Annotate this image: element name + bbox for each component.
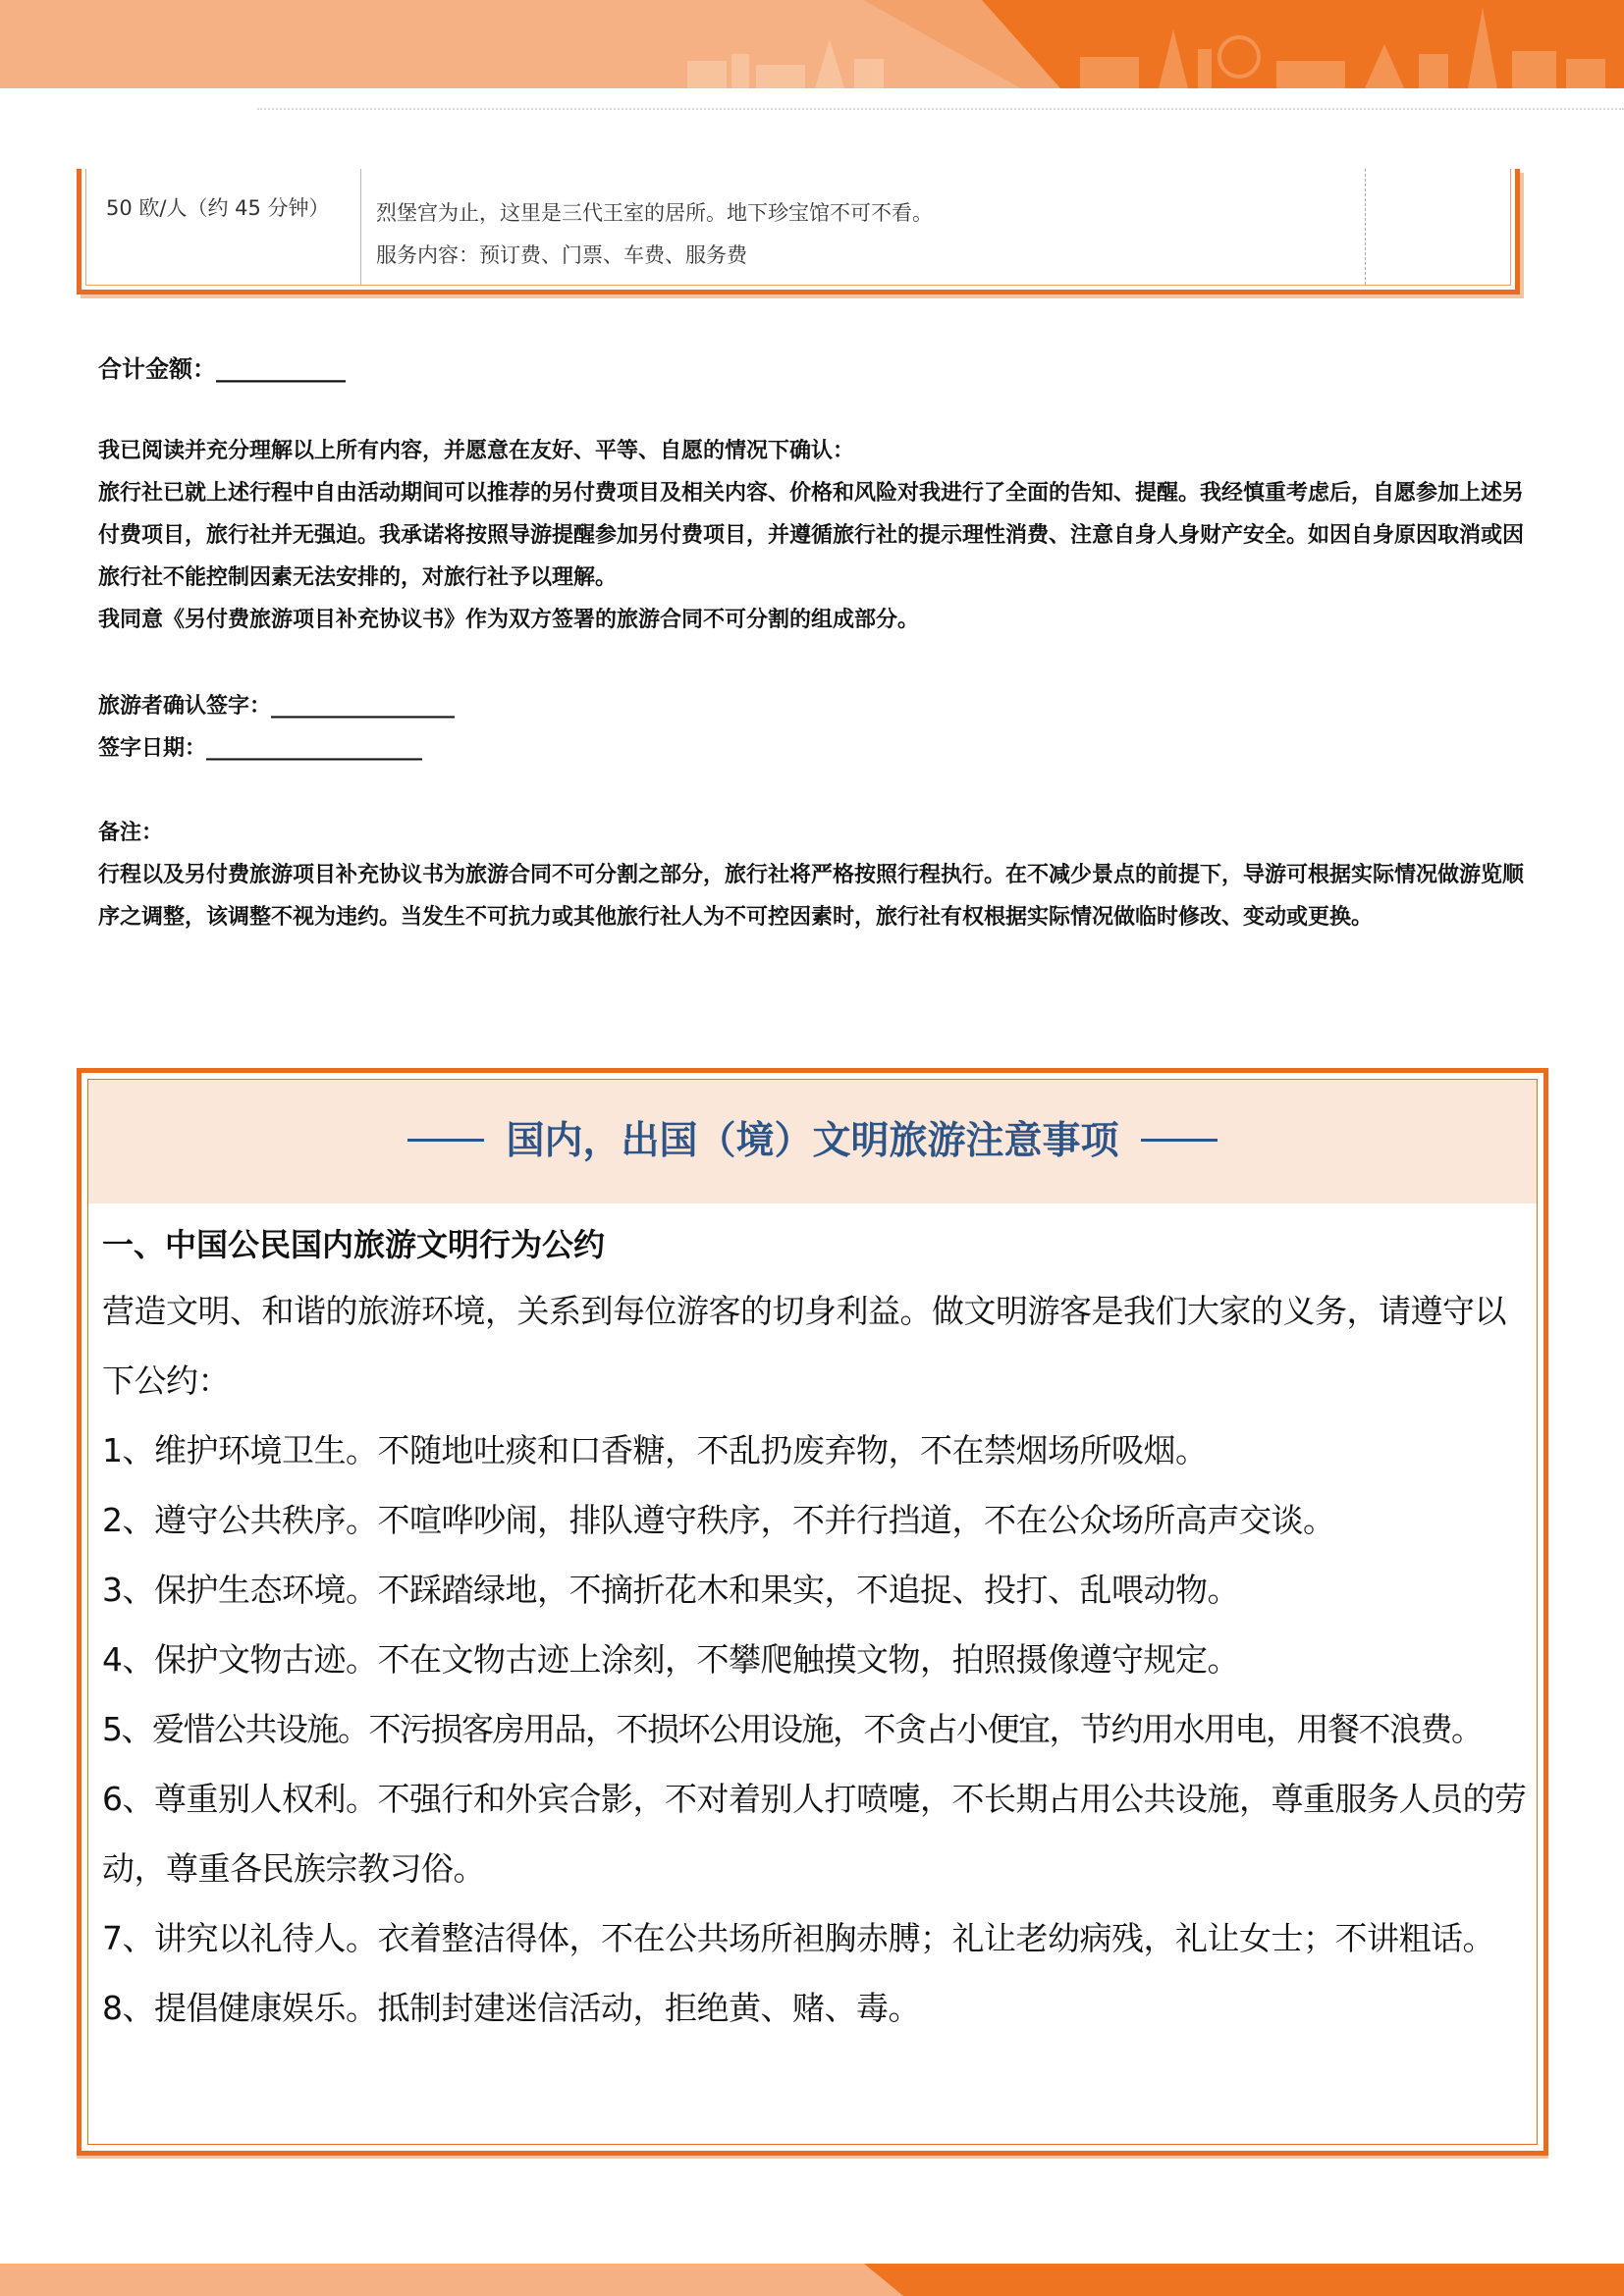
total-amount: 合计金额：___________	[98, 355, 346, 383]
list-item: 2、遵守公共秩序。不喧哗吵闹，排队遵守秩序，不并行挡道，不在公众场所高声交谈。	[102, 1501, 1335, 1539]
title-dash-left	[407, 1139, 484, 1142]
signature-date: 签字日期：____________________	[98, 736, 423, 761]
notice-intro: 营造文明、和谐的旅游环境，关系到每位游客的切身利益。做文明游客是我们大家的义务，请遵守以下公约：	[102, 1292, 1506, 1400]
price-cell: 50 欧/人（约 45 分钟）	[106, 196, 330, 220]
notice-body	[102, 1213, 1527, 2043]
notice-box-inner	[87, 1079, 1538, 2145]
agreement-consent: 我同意《另付费旅游项目补充协议书》作为双方签署的旅游合同不可分割的组成部分。	[98, 608, 920, 632]
agreement-intro: 我已阅读并充分理解以上所有内容，并愿意在友好、平等、自愿的情况下确认：	[98, 439, 855, 463]
column-divider	[1365, 169, 1366, 285]
header-divider	[257, 108, 1624, 110]
list-item: 1、维护环境卫生。不随地吐痰和口香糖，不乱扔废弃物，不在禁烟场所吸烟。	[102, 1431, 1208, 1469]
header-banner	[0, 0, 1624, 88]
city-skyline-icon	[0, 0, 1624, 88]
services-text: 服务内容：预订费、门票、车费、服务费	[376, 243, 747, 267]
remarks-block	[98, 812, 1532, 938]
description-cell	[376, 192, 933, 277]
notice-title: 国内，出国（境）文明旅游注意事项	[506, 1119, 1119, 1163]
description-text: 烈堡宫为止，这里是三代王室的居所。地下珍宝馆不可不看。	[376, 201, 933, 225]
column-divider	[360, 169, 361, 285]
notice-header	[88, 1080, 1537, 1203]
price-table-inner	[85, 169, 1511, 286]
title-dash-right	[1141, 1139, 1218, 1142]
remarks-label: 备注：	[98, 821, 164, 845]
price-table	[77, 169, 1520, 294]
notice-text	[102, 1276, 1527, 2043]
section-title: 一、中国公民国内旅游文明行为公约	[102, 1226, 606, 1263]
list-item: 5、爱惜公共设施。不污损客房用品，不损坏公用设施，不贪占小便宜，节约用水用电，用餐不浪费。	[102, 1710, 1483, 1748]
list-item: 6、尊重别人权利。不强行和外宾合影，不对着别人打喷嚏，不长期占用公共设施，尊重服务人员的劳动，尊重各民族宗教习俗。	[102, 1780, 1527, 1888]
list-item: 3、保护生态环境。不踩踏绿地，不摘折花木和果实，不追捉、投打、乱喂动物。	[102, 1571, 1239, 1609]
list-item: 7、讲究以礼待人。衣着整洁得体，不在公共场所袒胸赤膊；礼让老幼病残，礼让女士；不讲粗话。	[102, 1919, 1494, 1957]
footer-stripe-icon	[0, 2264, 1624, 2296]
agreement-body: 旅行社已就上述行程中自由活动期间可以推荐的另付费项目及相关内容、价格和风险对我进行了全面的告知、提醒。我经慎重考虑后，自愿参加上述另付费项目，旅行社并无强迫。我承诺将按照导游提醒参加另付费项目，并遵循旅行社的提示理性消费、注意自身人身财产安全。如因自身原因取消或因旅行社不能控制因素无法安排的，对旅行社予以理解。	[98, 481, 1525, 590]
list-item: 4、保护文物古迹。不在文物古迹上涂刻，不攀爬触摸文物，拍照摄像遵守规定。	[102, 1640, 1239, 1679]
agreement-block	[98, 430, 1532, 641]
notice-box	[77, 1068, 1548, 2156]
footer-banner	[0, 2264, 1624, 2296]
signature-block	[98, 685, 1532, 770]
remarks-text: 行程以及另付费旅游项目补充协议书为旅游合同不可分割之部分，旅行社将严格按照行程执行。在不减少景点的前提下，导游可根据实际情况做游览顺序之调整，该调整不视为违约。当发生不可抗力或其他旅行社人为不可控因素时，旅行社有权根据实际情况做临时修改、变动或更换。	[98, 863, 1525, 930]
list-item: 8、提倡健康娱乐。抵制封建迷信活动，拒绝黄、赌、毒。	[102, 1989, 920, 2027]
notice-title-row	[88, 1080, 1537, 1203]
tourist-signature: 旅游者确认签字：_________________	[98, 694, 456, 719]
